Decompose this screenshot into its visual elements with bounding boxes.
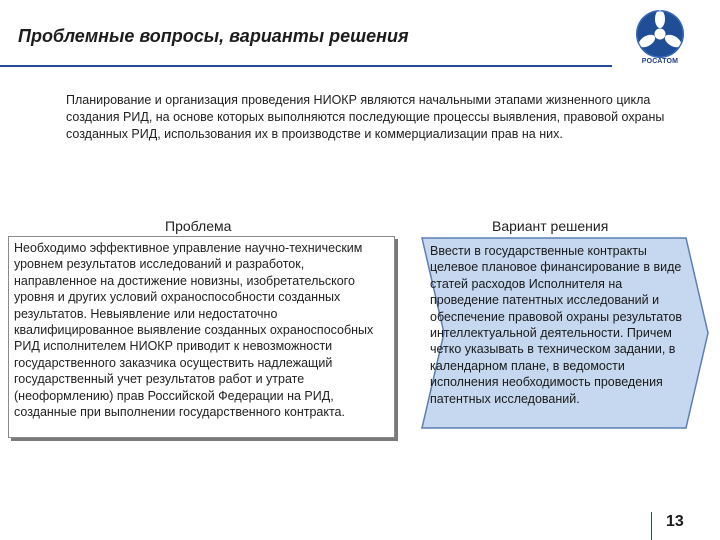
- intro-paragraph: Планирование и организация проведения НИОКР являются начальными этапами жизненного цикла создания РИД, на основе которых выполняются последующие процессы выявления, правовой охраны созданных РИД, использования их в производстве и коммерциализации прав на них.: [66, 93, 665, 141]
- problem-column-header: Проблема: [165, 218, 232, 234]
- page-number-divider: [651, 512, 652, 540]
- title-divider: [0, 65, 612, 67]
- page-title: Проблемные вопросы, варианты решения: [18, 26, 409, 46]
- problem-box: [8, 236, 395, 438]
- problem-text: Необходимо эффективное управление научно-техническим уровнем результатов исследований и разработок, направленное на достижение новизны, изобретательского уровня и других условий охраноспособности созданных результатов. Невыявление или недостаточно квалифицированное выявление созданных охраноспособных РИД исполнителем НИОКР приводит к невозможности государственного заказчика осуществить надлежащий государственный учет результатов работ и утрате (неоформлению) прав Российской Федерации на РИД, созданные при выполнении государственного контракта.: [14, 241, 374, 420]
- logo-wordmark: РОСАТОМ: [641, 58, 679, 65]
- page-number: 13: [666, 513, 684, 530]
- solution-text: Ввести в государственные контракты целевое плановое финансирование в виде статей расходов Исполнителя на проведение патентных исследований и обеспечение правовой охраны результатов интеллектуальной деятельности. Причем четко указывать в техническом задании, в календарном плане, в ведомости исполнения необходимость проведения патентных исследований.: [430, 244, 683, 406]
- solution-column-header: Вариант решения: [492, 218, 609, 234]
